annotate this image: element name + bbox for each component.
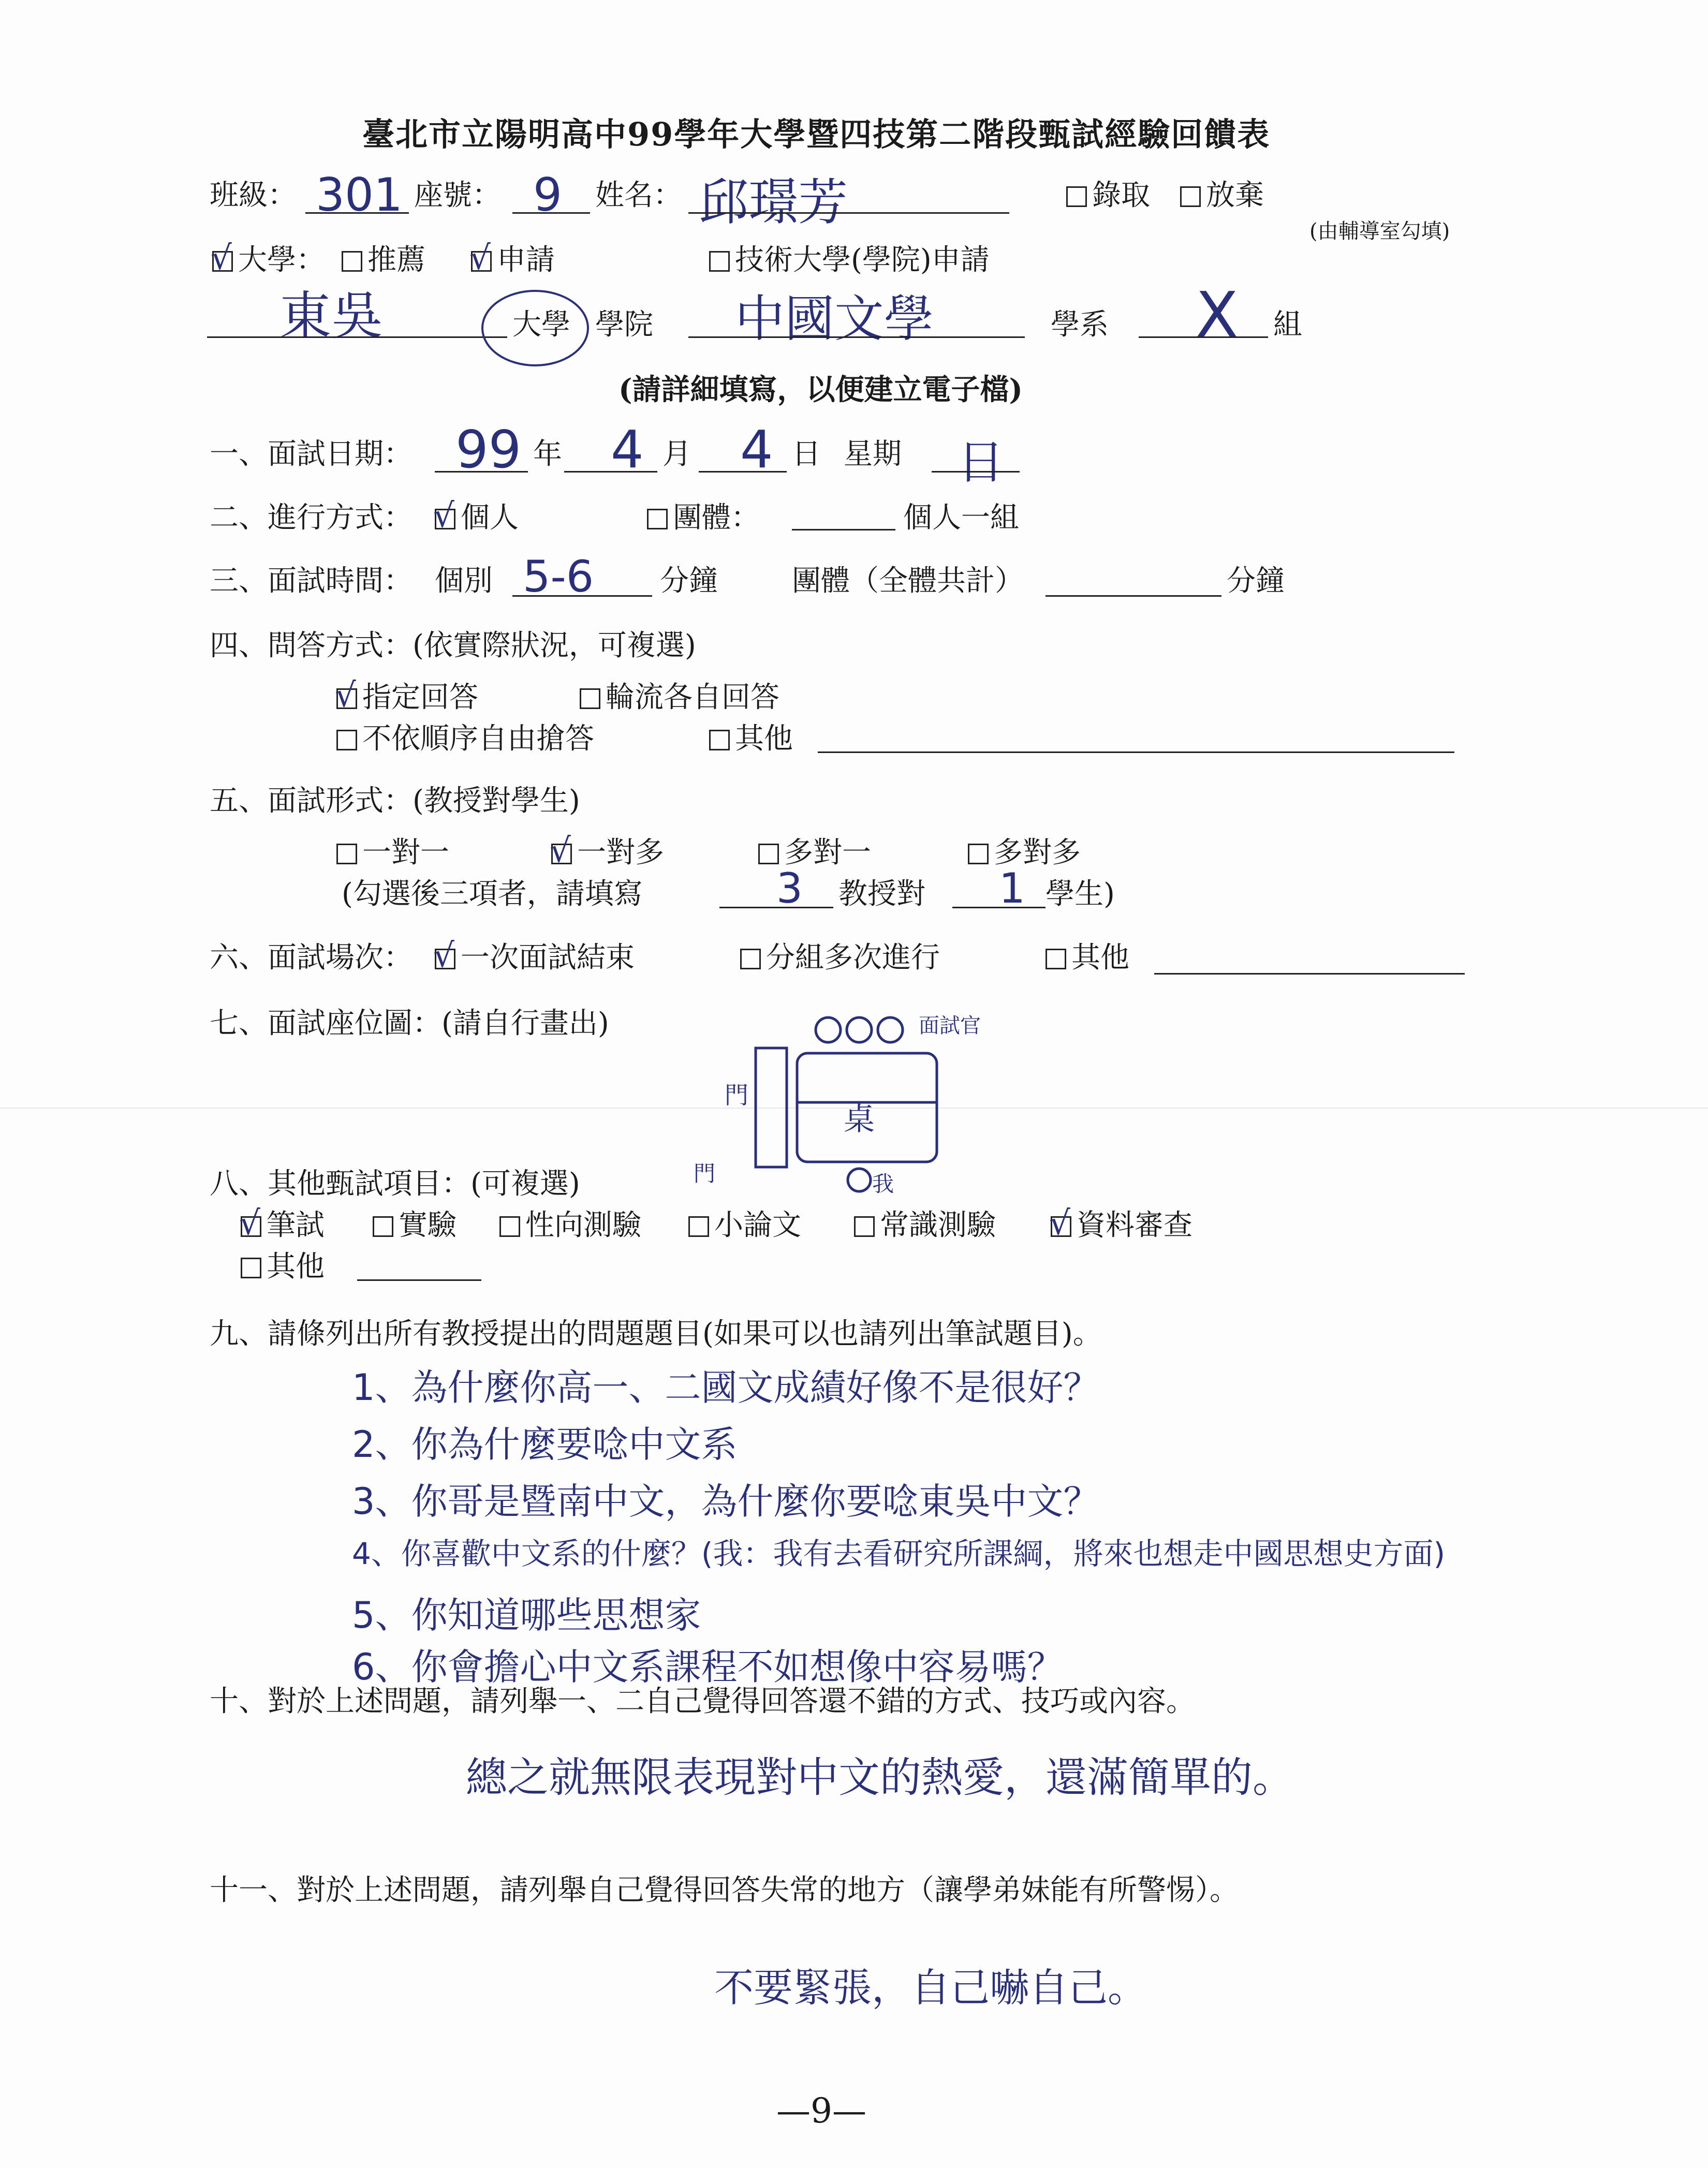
q4-opt1[interactable]: √ 指定回答 — [335, 676, 478, 715]
q8-opt3[interactable]: 性向測驗 — [499, 1208, 641, 1243]
q1-label: 一、面試日期： — [210, 437, 413, 471]
school-underline — [207, 336, 507, 338]
counselor-note: (由輔導室勾填) — [1309, 219, 1450, 243]
q1-year-underline — [435, 471, 528, 473]
q1-weekday-value: 日 — [958, 435, 1004, 490]
recommend-option[interactable]: 推薦 — [342, 243, 425, 277]
q3-individual-label: 個別 — [435, 564, 493, 598]
q5-note-a: (勾選後三項者，請填寫 — [342, 877, 643, 911]
waived-option[interactable]: 放棄 — [1180, 179, 1264, 213]
admitted-option[interactable]: 錄取 — [1066, 179, 1150, 213]
q4-opt4-checkbox[interactable] — [709, 730, 730, 750]
q3-individual-value: 5-6 — [523, 551, 594, 602]
q4-opt3[interactable]: 不依順序自由搶答 — [336, 722, 594, 756]
q9-answer-2: 2、你為什麼要唸中文系 — [352, 1423, 738, 1466]
q5-student-count: 1 — [999, 864, 1025, 912]
department-label: 學系 — [1051, 308, 1109, 342]
q9-answer-5: 5、你知道哪些思想家 — [352, 1594, 701, 1636]
q5-opt3-checkbox[interactable] — [758, 844, 779, 864]
q1-month-underline — [564, 471, 657, 473]
school-value: 東吳 — [279, 286, 383, 346]
q8-opt2-checkbox[interactable] — [373, 1216, 393, 1237]
class-value: 301 — [316, 168, 403, 222]
q4-opt2-checkbox[interactable] — [580, 688, 600, 709]
seat-underline — [512, 212, 590, 214]
q1-day-value: 4 — [740, 419, 773, 480]
q5-opt2[interactable]: √ 一對多 — [550, 832, 664, 870]
q4-opt3-checkbox[interactable] — [336, 730, 357, 750]
q9-answer-6: 6、你會擔心中文系課程不如想像中容易嗎？ — [352, 1646, 1064, 1688]
q2-individual-option[interactable]: √ 個人 — [433, 497, 519, 535]
seat-label: 座號： — [414, 179, 501, 212]
q6-opt2[interactable]: 分組多次進行 — [740, 941, 940, 975]
q8-label: 八、其他甄試項目：(可複選) — [210, 1167, 580, 1201]
q8-opt3-checkbox[interactable] — [499, 1216, 520, 1237]
department-underline — [688, 336, 1025, 338]
recommend-checkbox[interactable] — [342, 251, 362, 272]
q10-label: 十、對於上述問題，請列舉一、二自己覺得回答還不錯的方式、技巧或內容。 — [210, 1685, 1195, 1718]
q3-minutes1: 分鐘 — [660, 564, 718, 598]
me-label: 我 — [872, 1171, 894, 1197]
q1-weekday-label: 星期 — [844, 437, 902, 471]
q6-opt2-checkbox[interactable] — [740, 949, 761, 969]
college-label: 學院 — [595, 308, 653, 342]
class-label: 班級： — [210, 179, 297, 212]
my-seat — [848, 1169, 871, 1191]
q5-opt3[interactable]: 多對一 — [758, 836, 871, 870]
q5-label: 五、面試形式：(教授對學生) — [210, 784, 580, 818]
q8-opt5[interactable]: 常識測驗 — [854, 1208, 996, 1243]
q5-prof-count: 3 — [776, 864, 803, 912]
q1-weekday-underline — [932, 471, 1020, 473]
door-label: 門 — [694, 1161, 716, 1186]
univ-label: 大學 — [512, 308, 570, 342]
q8-opt5-checkbox[interactable] — [854, 1216, 875, 1237]
fill-note: (請詳細填寫，以便建立電子檔) — [619, 373, 1023, 407]
tech-apply-checkbox[interactable] — [709, 251, 730, 272]
q4-label: 四、問答方式：(依實際狀況，可複選) — [210, 629, 696, 662]
q5-prof-underline — [719, 907, 833, 908]
q5-note-b: 教授對 — [838, 877, 925, 911]
name-underline — [688, 212, 1009, 214]
q8-opt2[interactable]: 實驗 — [373, 1208, 457, 1243]
q5-opt4[interactable]: 多對多 — [968, 836, 1081, 870]
q8-other-underline — [357, 1279, 481, 1281]
waived-checkbox[interactable] — [1180, 186, 1201, 207]
form-title: 臺北市立陽明高中99學年大學暨四技第二階段甄試經驗回饋表 — [362, 115, 1271, 153]
q2-group-checkbox[interactable] — [647, 509, 668, 529]
q8-opt4[interactable]: 小論文 — [688, 1208, 801, 1243]
q11-label: 十一、對於上述問題，請列舉自己覺得回答失常的地方（讓學弟妹能有所警惕）。 — [210, 1874, 1239, 1907]
name-value: 邱璟芳 — [699, 173, 848, 231]
q4-other-underline — [818, 751, 1454, 753]
q6-other-underline — [1154, 973, 1465, 975]
department-value: 中國文學 — [735, 290, 934, 348]
q4-opt2[interactable]: 輪流各自回答 — [580, 681, 779, 715]
name-label: 姓名： — [595, 179, 682, 212]
q3-minutes2: 分鐘 — [1227, 564, 1285, 598]
page-number: —9— — [776, 2091, 866, 2131]
q9-answer-4: 4、你喜歡中文系的什麼？(我：我有去看研究所課綱，將來也想走中國思想史方面) — [352, 1536, 1446, 1571]
q9-label: 九、請條列出所有教授提出的問題題目(如果可以也請列出筆試題目)。 — [210, 1317, 1102, 1351]
q1-day-label: 日 — [792, 437, 821, 471]
q6-opt1-checkbox[interactable]: √ — [435, 949, 455, 969]
group-label: 組 — [1273, 308, 1302, 342]
q2-group-suffix: 個人一組 — [903, 501, 1019, 535]
interviewer-seat-2 — [847, 1017, 872, 1042]
q5-opt1[interactable]: 一對一 — [336, 836, 449, 870]
q3-group-underline — [1046, 595, 1221, 597]
seating-diagram — [694, 999, 1009, 1216]
q5-opt2-checkbox[interactable]: √ — [551, 844, 572, 864]
university-option[interactable]: √ 大學： — [211, 239, 325, 277]
q2-group-underline — [792, 529, 895, 530]
interviewer-label: 面試官 — [919, 1014, 981, 1038]
q8-opt6-checkbox[interactable]: √ — [1051, 1216, 1071, 1237]
q8-opt7-checkbox[interactable] — [241, 1258, 261, 1278]
q9-answer-1: 1、為什麼你高一、二國文成績好像不是很好？ — [352, 1366, 1100, 1409]
interviewer-seat-3 — [878, 1017, 903, 1042]
door-shape — [756, 1048, 787, 1167]
side-door-label: 門 — [725, 1081, 748, 1109]
interviewer-seat-1 — [816, 1017, 841, 1042]
q3-label: 三、面試時間： — [210, 564, 413, 598]
q8-opt4-checkbox[interactable] — [688, 1216, 709, 1237]
q8-opt1[interactable]: √ 筆試 — [239, 1204, 325, 1243]
q4-opt4[interactable]: 其他 — [709, 722, 793, 756]
q9-answer-3: 3、你哥是暨南中文，為什麼你要唸東吳中文？ — [352, 1480, 1100, 1523]
q2-individual-checkbox[interactable]: √ — [435, 509, 455, 529]
q6-label: 六、面試場次： — [210, 941, 413, 975]
q8-opt1-checkbox[interactable]: √ — [241, 1216, 261, 1237]
apply-option[interactable]: √ 申請 — [469, 239, 555, 277]
q5-opt4-checkbox[interactable] — [968, 844, 989, 864]
table-label: 桌 — [844, 1101, 875, 1138]
q1-year-label: 年 — [533, 437, 562, 471]
seat-value: 9 — [533, 168, 562, 222]
q3-group-label: 團體（全體共計） — [792, 564, 1024, 598]
q4-opt1-checkbox[interactable]: √ — [336, 688, 357, 709]
group-value: X — [1196, 279, 1239, 351]
q5-student-underline — [952, 907, 1046, 908]
q6-opt3[interactable]: 其他 — [1046, 941, 1129, 975]
q10-answer: 總之就無限表現對中文的熱愛，還滿簡單的。 — [466, 1753, 1294, 1802]
q6-opt1[interactable]: √ 一次面試結束 — [433, 937, 635, 975]
q2-label: 二、進行方式： — [210, 501, 413, 535]
q5-opt1-checkbox[interactable] — [336, 844, 357, 864]
apply-checkbox[interactable]: √ — [471, 251, 492, 272]
tech-apply-option[interactable]: 技術大學(學院)申請 — [709, 243, 990, 277]
admitted-checkbox[interactable] — [1066, 186, 1087, 207]
q5-note-c: 學生) — [1046, 877, 1115, 911]
q2-group-option[interactable]: 團體： — [647, 501, 760, 535]
q6-opt3-checkbox[interactable] — [1046, 949, 1066, 969]
group-underline — [1139, 336, 1268, 338]
q1-day-underline — [699, 471, 787, 473]
class-underline — [305, 212, 409, 214]
q8-opt7[interactable]: 其他 — [241, 1250, 325, 1284]
q3-individual-underline — [512, 595, 652, 597]
q1-month-value: 4 — [611, 419, 644, 480]
university-checkbox[interactable]: √ — [212, 251, 233, 272]
q8-opt6[interactable]: √ 資料審查 — [1049, 1204, 1192, 1243]
q11-answer: 不要緊張，自己嚇自己。 — [714, 1965, 1147, 2011]
q7-label: 七、面試座位圖：(請自行畫出) — [210, 1007, 609, 1040]
q1-year-value: 99 — [455, 419, 522, 480]
q1-month-label: 月 — [662, 437, 691, 471]
